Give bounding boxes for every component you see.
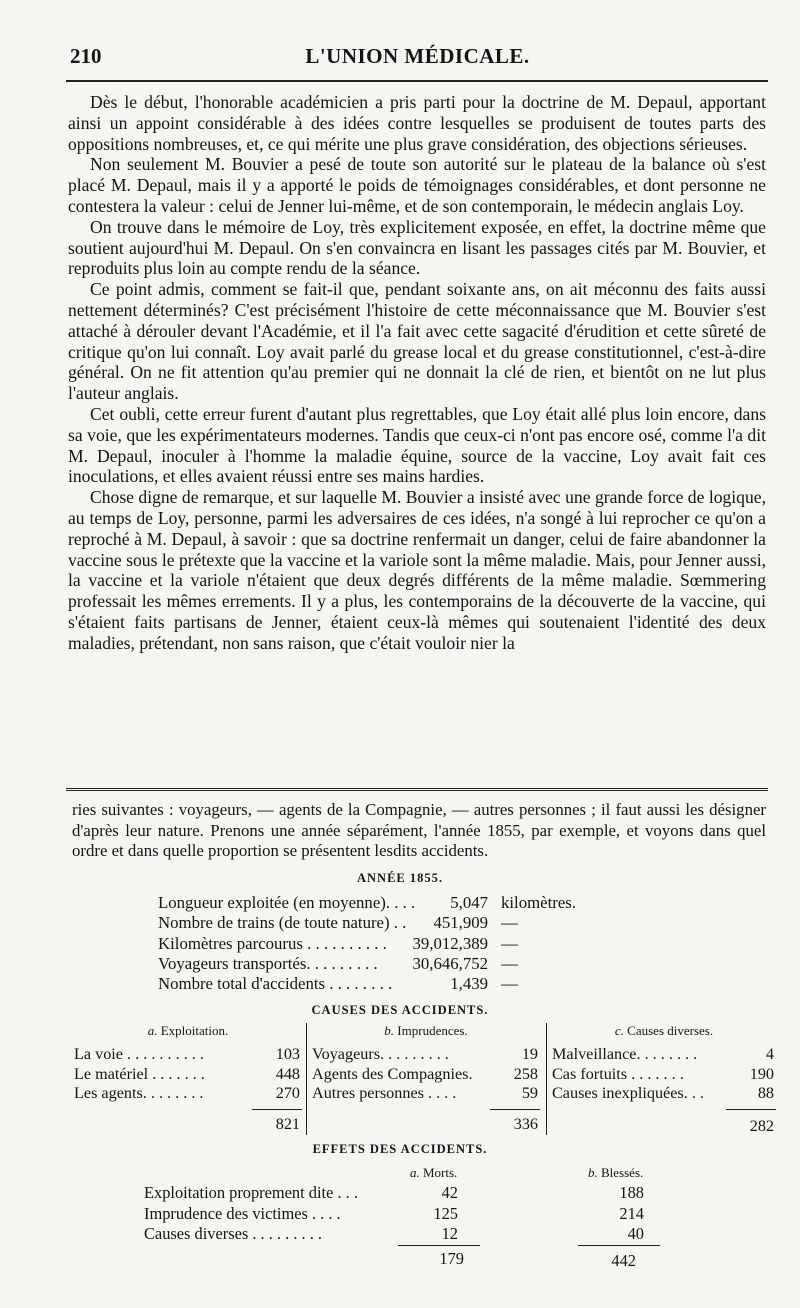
column-title-text: Exploitation. xyxy=(160,1023,229,1038)
effects-column-title xyxy=(588,1165,643,1181)
cause-value: 448 xyxy=(275,1064,300,1083)
stat-label: Nombre total d'accidents . . . . . . . . xyxy=(158,974,393,994)
stat-unit: — xyxy=(501,974,518,994)
effect-label: Exploitation proprement dite . . . xyxy=(144,1183,358,1202)
cause-row xyxy=(550,1045,778,1065)
total-rule xyxy=(490,1109,540,1110)
stat-unit: — xyxy=(501,933,518,953)
cause-row xyxy=(72,1045,304,1065)
blesses-total-rule xyxy=(578,1245,660,1246)
effects-column-title xyxy=(410,1165,457,1181)
header-rule xyxy=(66,80,768,82)
stat-row xyxy=(158,954,698,974)
blesses-value: 214 xyxy=(619,1203,644,1223)
column-letter: a. xyxy=(147,1023,158,1038)
cause-label: Les agents. . . . . . . . xyxy=(74,1084,204,1102)
cause-value: 270 xyxy=(275,1084,300,1102)
effect-label: Causes diverses . . . . . . . . . xyxy=(144,1224,323,1243)
column-title-text: Causes diverses. xyxy=(627,1023,714,1038)
column-divider xyxy=(546,1023,547,1135)
cause-row xyxy=(550,1084,778,1104)
column-total: 282 xyxy=(749,1117,774,1135)
journal-title: L'UNION MÉDICALE. xyxy=(305,44,530,68)
total-rule xyxy=(252,1109,302,1110)
stat-value: 451,909 xyxy=(433,913,488,933)
cause-label: Le matériel . . . . . . . xyxy=(74,1064,205,1083)
stat-label: Nombre de trains (de toute nature) . . xyxy=(158,913,407,933)
annee-heading: ANNÉE 1855. xyxy=(356,871,443,885)
blesses-value: 40 xyxy=(627,1224,644,1243)
stat-value: 5,047 xyxy=(450,893,488,912)
page-number: 210 xyxy=(70,44,102,68)
morts-total: 179 xyxy=(439,1249,464,1268)
blesses-value: 188 xyxy=(619,1183,644,1202)
paragraph: Non seulement M. Bouvier a pesé de toute son autorité sur le plateau de la balance où s'est placé M. Depaul, mais il y a apporté le poids de témoignages considérables, et dont personne ne contestera la valeur : celui de Jenner lui-même, et de son contemporain, le médecin anglais Loy. xyxy=(68,154,766,216)
cause-label: Voyageurs. . . . . . . . . xyxy=(312,1045,449,1063)
section-divider xyxy=(66,788,768,793)
effects-heading: EFFETS DES ACCIDENTS. xyxy=(312,1142,488,1156)
stat-unit: — xyxy=(501,913,518,933)
morts-value: 12 xyxy=(441,1224,458,1243)
cause-row xyxy=(72,1065,304,1085)
cause-label: Agents des Compagnies. xyxy=(312,1064,473,1083)
cause-row xyxy=(310,1045,542,1065)
column-title-text: Morts. xyxy=(423,1165,458,1180)
morts-total-rule xyxy=(398,1245,480,1246)
cause-row xyxy=(72,1084,304,1104)
cause-row xyxy=(310,1084,542,1104)
stat-value: 39,012,389 xyxy=(412,933,488,953)
column-title xyxy=(550,1023,778,1045)
column-total: 821 xyxy=(275,1115,300,1133)
stat-row xyxy=(158,893,698,913)
column-title xyxy=(72,1023,304,1045)
blesses-total: 442 xyxy=(611,1251,636,1270)
column-letter: b. xyxy=(384,1023,395,1038)
cause-label: Cas fortuits . . . . . . . xyxy=(552,1064,684,1083)
column-letter: b. xyxy=(588,1165,598,1180)
column-letter: a. xyxy=(410,1165,420,1180)
feuilleton-text xyxy=(72,800,766,862)
column-title xyxy=(310,1023,542,1045)
paragraph: ries suivantes : voyageurs, — agents de la Compagnie, — autres personnes ; il faut aussi les désigner d'après leur nature. Prenons une année séparément, l'année 1855, par exemple, et voyons dans quel ordre et dans quelle proportion se présentent lesdits accidents. xyxy=(72,800,766,860)
effects-row xyxy=(144,1204,664,1225)
stat-row xyxy=(158,934,698,954)
cause-row xyxy=(550,1065,778,1085)
paragraph: Cet oubli, cette erreur furent d'autant plus regrettables, que Loy était allé plus loin encore, dans sa voie, que les expérimentateurs modernes. Tandis que ceux-ci n'ont pas encore osé, comme l'a dit M. Depaul, inoculer à l'homme la maladie équine, source de la vaccine, Loy avait fait ces inoculations, et elles avaient réussi entre ses mains hardies. xyxy=(68,403,766,487)
stat-value: 30,646,752 xyxy=(412,953,488,973)
cause-column-exploitation xyxy=(72,1023,304,1138)
cause-column-imprudences xyxy=(310,1023,542,1138)
paragraph: Dès le début, l'honorable académicien a pris parti pour la doctrine de M. Depaul, apportant ainsi un appoint considérable à des idées contre lesquelles se produisent de toutes parts des oppositions nombreuses, et, ce qui mérite une plus grave considération, des objections sérieuses. xyxy=(68,92,766,154)
stat-unit: — xyxy=(501,953,518,973)
cause-value: 59 xyxy=(521,1084,538,1102)
cause-value: 258 xyxy=(513,1064,538,1083)
causes-heading: CAUSES DES ACCIDENTS. xyxy=(311,1003,489,1017)
cause-label: La voie . . . . . . . . . . xyxy=(74,1045,204,1063)
cause-label: Autres personnes . . . . xyxy=(312,1084,457,1102)
cause-label: Malveillance. . . . . . . . xyxy=(552,1045,698,1063)
morts-value: 42 xyxy=(441,1183,458,1202)
column-letter: c. xyxy=(614,1023,624,1038)
stat-row xyxy=(158,974,698,994)
main-article-text xyxy=(68,92,766,654)
statistics-table xyxy=(158,893,698,994)
page-header xyxy=(70,44,765,74)
effect-label: Imprudence des victimes . . . . xyxy=(144,1203,341,1223)
causes-table xyxy=(72,1023,778,1138)
stat-unit: kilomètres. xyxy=(501,893,577,912)
stat-value: 1,439 xyxy=(450,974,488,994)
cause-label: Causes inexpliquées. . . xyxy=(552,1084,704,1102)
cause-row xyxy=(310,1065,542,1085)
cause-value: 88 xyxy=(757,1084,774,1102)
total-rule xyxy=(726,1109,776,1110)
stat-label: Kilomètres parcourus . . . . . . . . . . xyxy=(158,933,387,953)
cause-value: 190 xyxy=(749,1064,774,1083)
effects-row xyxy=(144,1183,664,1204)
effects-row xyxy=(144,1224,664,1245)
effects-table xyxy=(144,1183,664,1245)
cause-value: 19 xyxy=(521,1045,538,1063)
column-title-text: Imprudences. xyxy=(397,1023,468,1038)
cause-column-diverses xyxy=(550,1023,778,1138)
stat-row xyxy=(158,913,698,933)
paragraph: Ce point admis, comment se fait-il que, pendant soixante ans, on ait méconnu des faits aussi nettement déterminés? C'est précisément l'histoire de cette méconnaissance que M. Bouvier s'est attaché à dérouler devant l'Académie, et il l'a fait avec cette sagacité d'érudition et cette sûreté de critique qu'on lui connaît. Loy avait parlé du grease local et du grease constitutionnel, c'est-à-dire général. On ne fit attention qu'au premier qui ne donnait la clé de rien, et bientôt on ne lut plus l'auteur anglais. xyxy=(68,279,766,404)
column-title-text: Blessés. xyxy=(601,1165,644,1180)
cause-value: 103 xyxy=(275,1045,300,1063)
paragraph: Chose digne de remarque, et sur laquelle M. Bouvier a insisté avec une grande force de logique, au temps de Loy, personne, parmi les adversaires de ces idées, n'a songé à lui reprocher ce qu'on a reproché à M. Depaul, à savoir : que sa doctrine renfermait un danger, celui de faire abandonner la vaccine sous le prétexte que la vaccine et la variole sont la même maladie. Mais, pour Jenner aussi, la vaccine et la variole n'étaient que deux degrés différents de la même maladie. Sœmmering professait les mêmes errements. Il y a plus, les contemporains de la découverte de la vaccine, qui s'étaient faits partisans de Jenner, étaient ceux-là mêmes qui soutenaient l'identité des deux maladies, prétendant, non sans raison, que c'était vouloir nier la xyxy=(68,487,766,653)
morts-value: 125 xyxy=(433,1203,458,1223)
cause-value: 4 xyxy=(765,1045,774,1063)
stat-label: Longueur exploitée (en moyenne). . . . xyxy=(158,893,416,912)
stat-label: Voyageurs transportés. . . . . . . . . xyxy=(158,953,378,973)
paragraph: On trouve dans le mémoire de Loy, très explicitement exposée, en effet, la doctrine même que soutient aujourd'hui M. Depaul. On s'en convaincra en lisant les passages cités par M. Bouvier, et reproduits plus loin au compte rendu de la séance. xyxy=(68,216,766,279)
column-total: 336 xyxy=(513,1115,538,1133)
column-divider xyxy=(306,1023,307,1135)
